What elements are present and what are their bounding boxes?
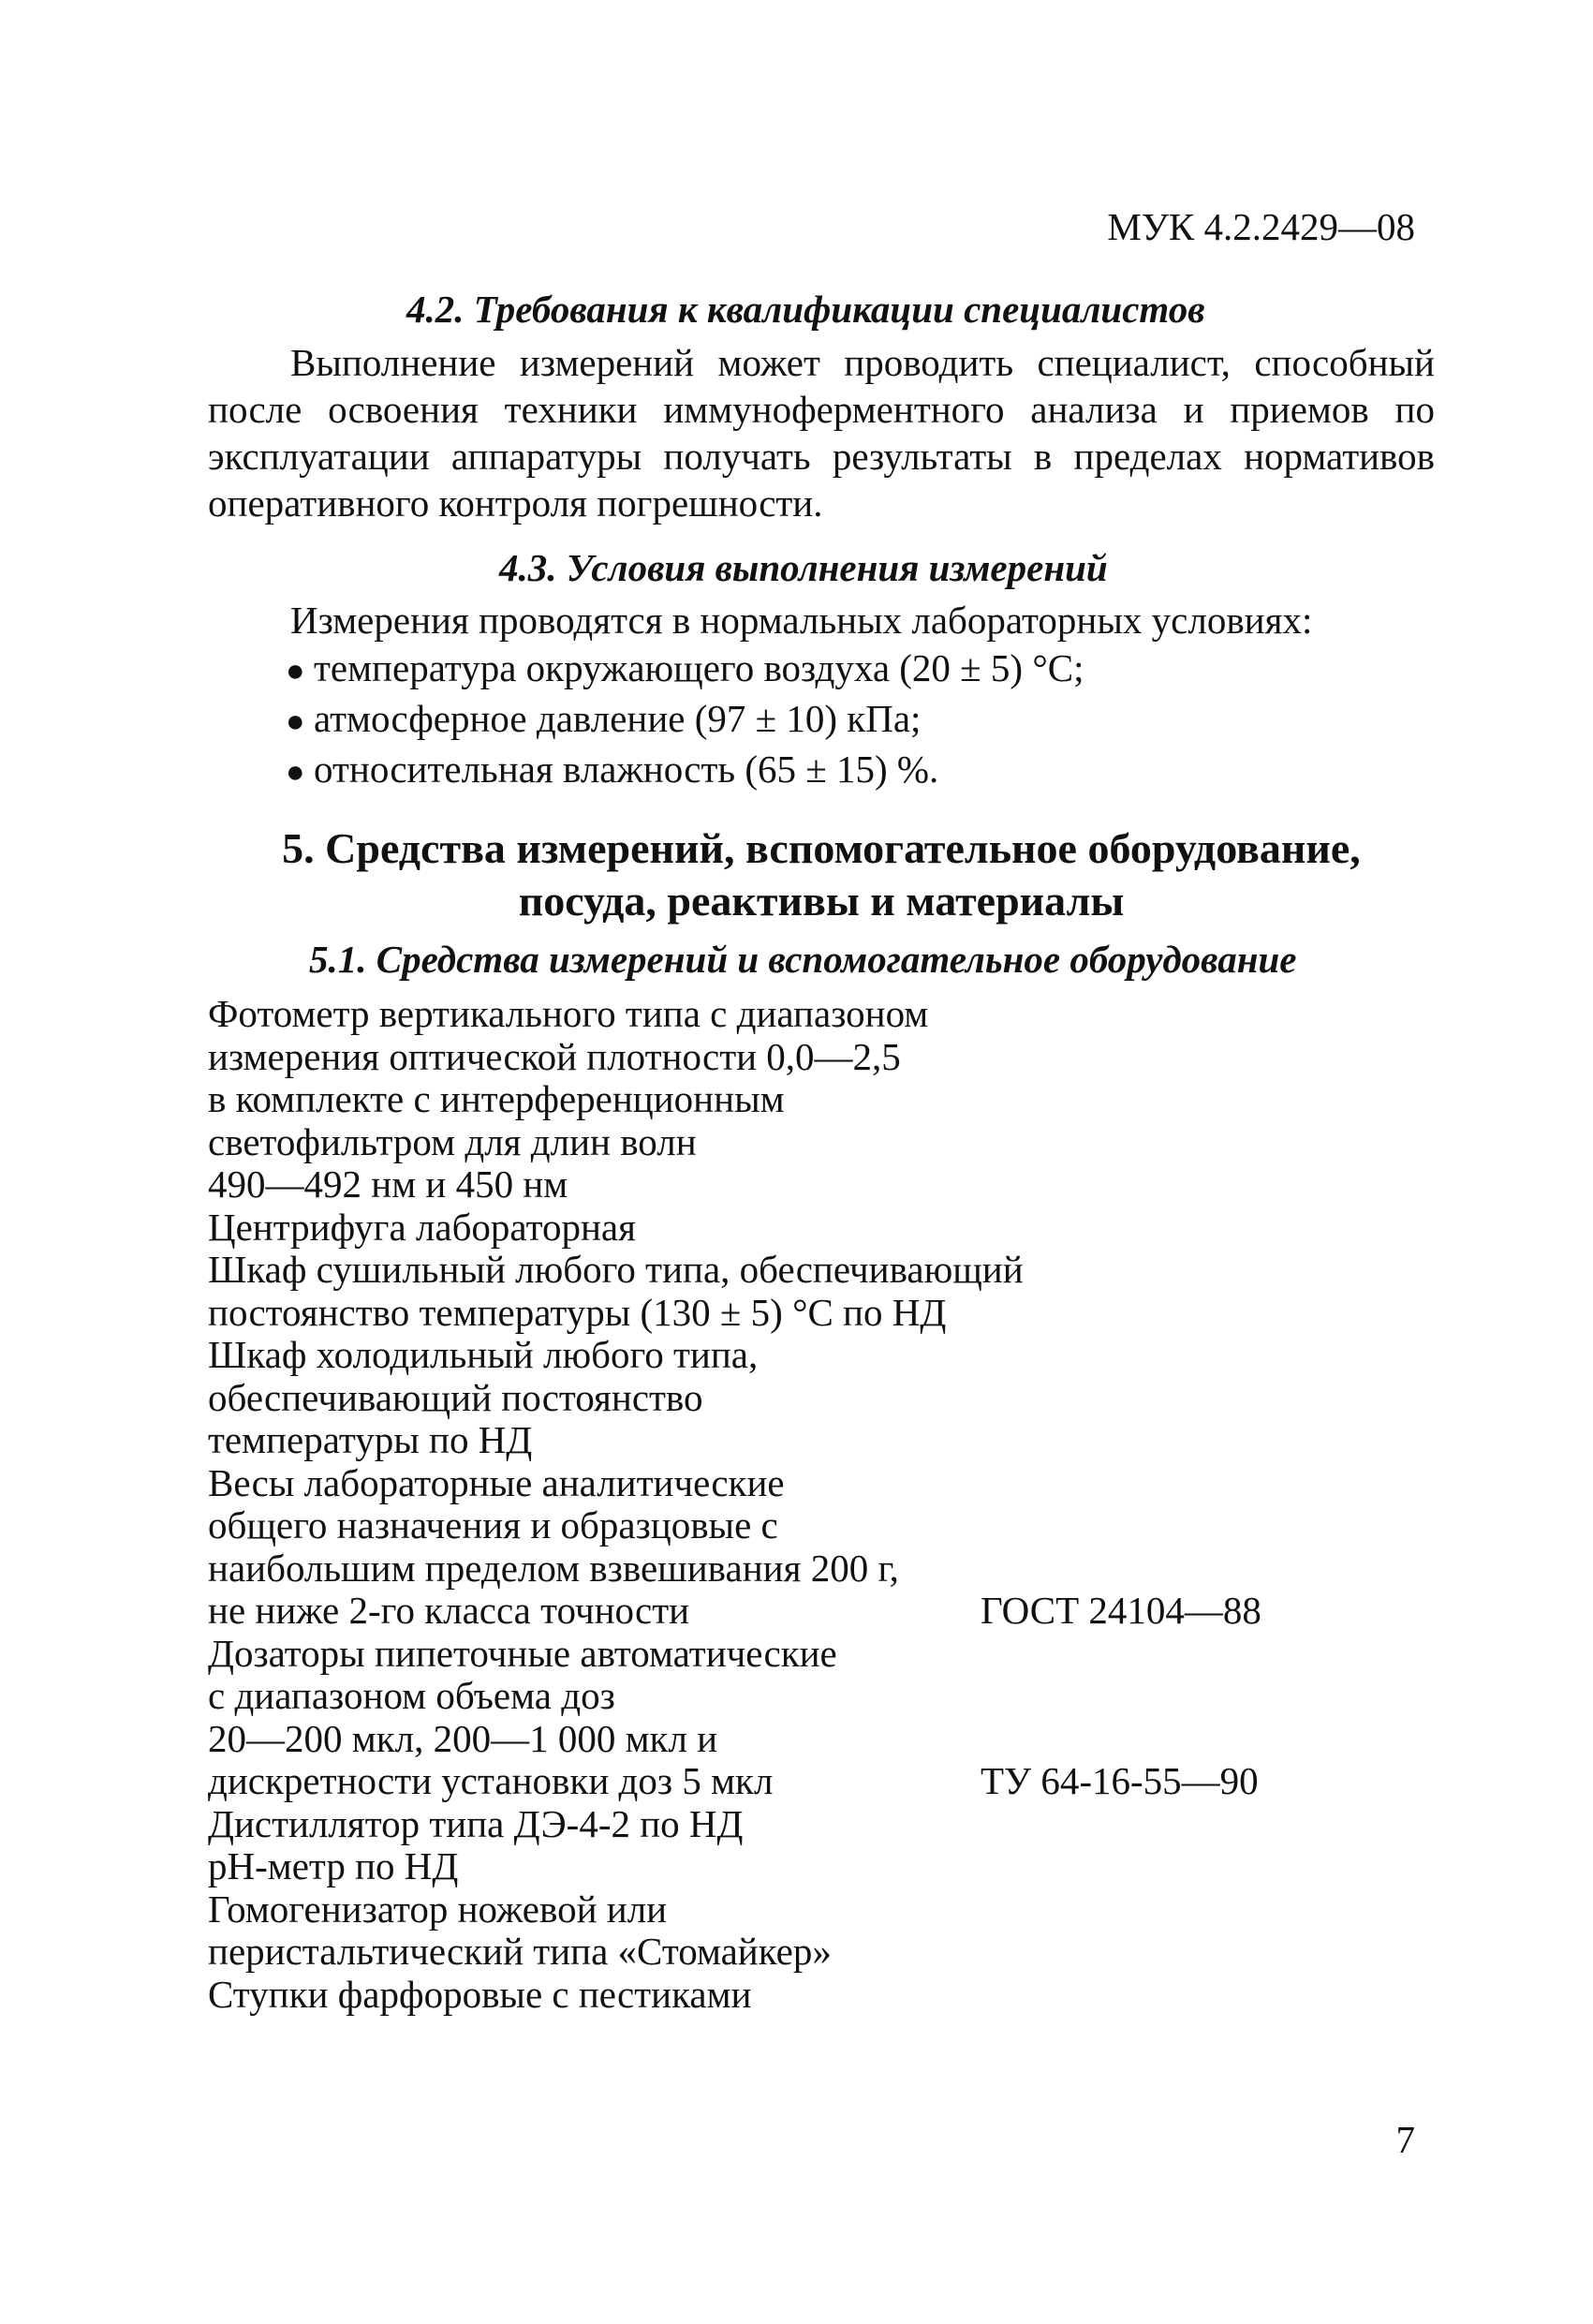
bullet-icon: ● bbox=[286, 755, 305, 790]
conditions-list-item bbox=[286, 695, 1084, 746]
equipment-row bbox=[208, 1590, 1425, 1633]
equipment-row bbox=[208, 1931, 1425, 1974]
equipment-name: обеспечивающий постоянство bbox=[208, 1375, 703, 1419]
conditions-list-text: относительная влажность (65 ± 15) %. bbox=[314, 748, 939, 791]
equipment-name: Фотометр вертикального типа с диапазоном bbox=[208, 992, 929, 1035]
section-5-heading-line2: посуда, реактивы и материалы bbox=[518, 877, 1125, 925]
equipment-standard-ref: ГОСТ 24104—88 bbox=[981, 1589, 1261, 1632]
equipment-name: Шкаф холодильный любого типа, bbox=[208, 1333, 759, 1376]
conditions-list-text: атмосферное давление (97 ± 10) кПа; bbox=[314, 697, 922, 740]
equipment-name: перистальтический типа «Стомайкер» bbox=[208, 1930, 832, 1973]
equipment-row bbox=[208, 1206, 1425, 1250]
equipment-name: рН-метр по НД bbox=[208, 1844, 459, 1887]
section-4-2-paragraph-text: Выполнение измерений может проводить специалист, способный после освоения техники иммуноферментного анализа и приемов по эксплуатации аппаратуры получать результаты в пределах нормативов оперативного контроля погрешности. bbox=[208, 341, 1435, 525]
equipment-row bbox=[208, 1633, 1425, 1676]
equipment-row bbox=[208, 1803, 1425, 1846]
equipment-row bbox=[208, 1675, 1425, 1718]
equipment-name: измерения оптической плотности 0,0—2,5 bbox=[208, 1034, 901, 1078]
equipment-row bbox=[208, 1845, 1425, 1888]
page-number: 7 bbox=[1395, 2118, 1415, 2161]
equipment-name: Дистиллятор типа ДЭ-4-2 по НД bbox=[208, 1801, 744, 1845]
equipment-row bbox=[208, 1504, 1425, 1547]
equipment-name: Шкаф сушильный любого типа, обеспечивающий bbox=[208, 1248, 1024, 1291]
equipment-row bbox=[208, 1419, 1425, 1462]
section-5-heading-line1: 5. Средства измерений, вспомогательное оборудование, bbox=[282, 824, 1361, 872]
equipment-name: в комплекте с интерференционным bbox=[208, 1077, 785, 1120]
equipment-name: с диапазоном объема доз bbox=[208, 1674, 615, 1717]
equipment-row bbox=[208, 993, 1425, 1036]
equipment-name: дискретности установки доз 5 мкл bbox=[208, 1759, 774, 1802]
equipment-standard-ref: ТУ 64-16-55—90 bbox=[981, 1759, 1259, 1802]
equipment-row bbox=[208, 1036, 1425, 1079]
equipment-name: постоянство температуры (130 ± 5) °С по НД bbox=[208, 1290, 947, 1334]
section-4-3-intro: Измерения проводятся в нормальных лабораторных условиях: bbox=[290, 599, 1313, 642]
section-4-2-paragraph bbox=[208, 339, 1435, 526]
equipment-row bbox=[208, 1078, 1425, 1121]
conditions-list bbox=[286, 644, 1084, 796]
section-5-1-heading: 5.1. Средства измерений и вспомогательное оборудование bbox=[309, 938, 1297, 981]
equipment-name: не ниже 2-го класса точности bbox=[208, 1589, 690, 1632]
conditions-list-item bbox=[286, 644, 1084, 695]
equipment-name: Дозаторы пипеточные автоматические bbox=[208, 1631, 837, 1675]
equipment-name: 490—492 нм и 450 нм bbox=[208, 1162, 568, 1206]
equipment-row bbox=[208, 1163, 1425, 1206]
equipment-name: общего назначения и образцовые с bbox=[208, 1503, 778, 1547]
equipment-name: 20—200 мкл, 200—1 000 мкл и bbox=[208, 1716, 718, 1760]
section-5-heading bbox=[208, 822, 1435, 927]
section-4-3-heading: 4.3. Условия выполнения измерений bbox=[499, 546, 1108, 589]
equipment-name: Центрифуга лабораторная bbox=[208, 1205, 636, 1249]
equipment-row bbox=[208, 1334, 1425, 1377]
equipment-name: температуры по НД bbox=[208, 1418, 533, 1461]
conditions-list-item bbox=[286, 746, 1084, 796]
equipment-name: Ступки фарфоровые с пестиками bbox=[208, 1972, 752, 2016]
equipment-row bbox=[208, 1760, 1425, 1803]
equipment-name: светофильтром для длин волн bbox=[208, 1119, 697, 1163]
equipment-name: Гомогенизатор ножевой или bbox=[208, 1887, 668, 1931]
equipment-list bbox=[208, 993, 1425, 2016]
equipment-row bbox=[208, 1718, 1425, 1761]
document-code: МУК 4.2.2429—08 bbox=[1107, 205, 1415, 248]
equipment-name: наибольшим пределом взвешивания 200 г, bbox=[208, 1546, 899, 1590]
equipment-row bbox=[208, 1974, 1425, 2017]
equipment-row bbox=[208, 1377, 1425, 1420]
equipment-row bbox=[208, 1121, 1425, 1164]
bullet-icon: ● bbox=[286, 704, 305, 739]
equipment-row bbox=[208, 1249, 1425, 1292]
bullet-icon: ● bbox=[286, 654, 305, 688]
equipment-row bbox=[208, 1888, 1425, 1932]
equipment-row bbox=[208, 1547, 1425, 1591]
equipment-row bbox=[208, 1462, 1425, 1505]
equipment-row bbox=[208, 1292, 1425, 1335]
equipment-name: Весы лабораторные аналитические bbox=[208, 1460, 785, 1504]
conditions-list-text: температура окружающего воздуха (20 ± 5) °С; bbox=[314, 646, 1084, 689]
section-4-2-heading: 4.2. Требования к квалификации специалистов bbox=[406, 288, 1205, 331]
